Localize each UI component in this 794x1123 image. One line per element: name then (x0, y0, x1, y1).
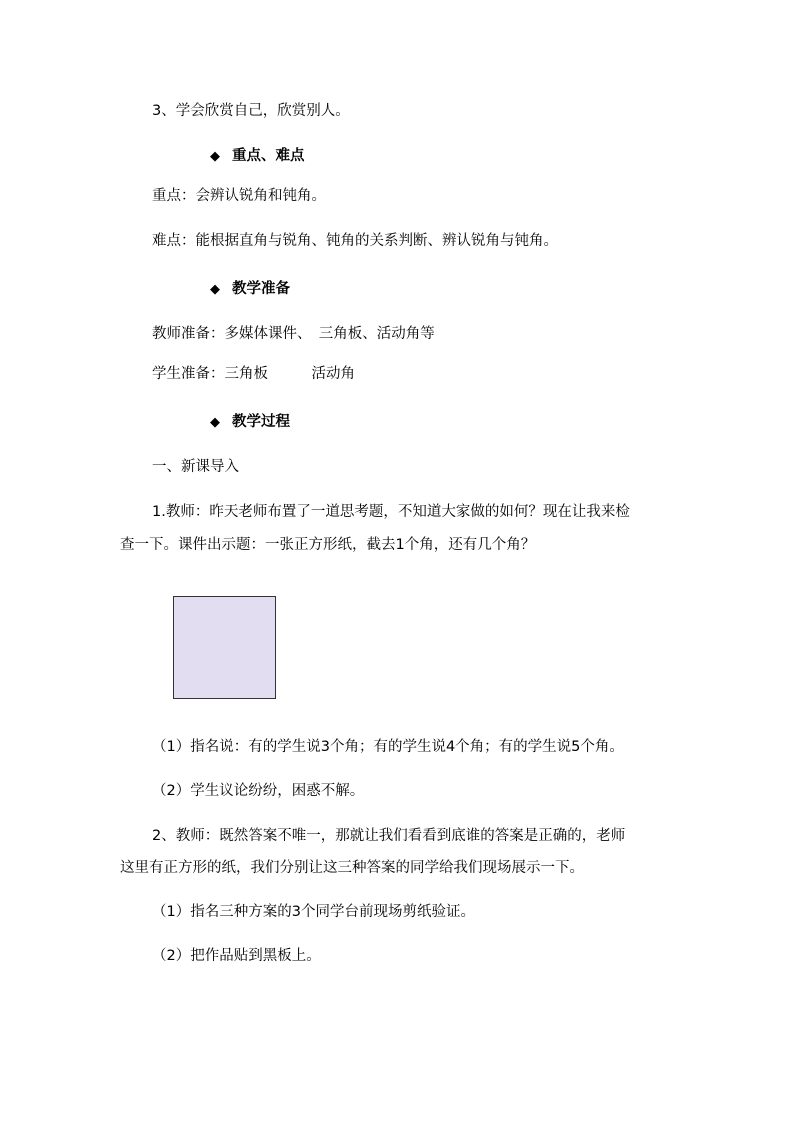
teacher-preparation: 教师准备：多媒体课件、 三角板、活动角等 (152, 326, 435, 342)
step-2-discussion: （2）学生议论纷纷，困惑不解。 (152, 783, 365, 799)
student-preparation: 学生准备：三角板 活动角 (152, 366, 355, 382)
section-heading-preparation (210, 279, 290, 300)
paragraph-2-line-1: 2、教师：既然答案不唯一，那就让我们看看到底谁的答案是正确的，老师 (152, 828, 626, 844)
section-heading-key-points (210, 146, 305, 167)
subsection-intro: 一、新课导入 (152, 459, 239, 475)
diamond-bullet-icon: ◆ (210, 415, 220, 430)
step-post: （2）把作品贴到黑板上。 (152, 948, 321, 964)
difficult-point: 难点：能根据直角与锐角、钝角的关系判断、辨认锐角与钝角。 (152, 233, 558, 249)
heading-text: 教学准备 (232, 280, 290, 297)
step-1-responses: （1）指名说：有的学生说3个角；有的学生说4个角；有的学生说5个角。 (152, 739, 624, 755)
step-verify: （1）指名三种方案的3个同学台前现场剪纸验证。 (152, 904, 475, 920)
paragraph-1-line-2: 查一下。课件出示题：一张正方形纸，截去1个角，还有几个角？ (120, 537, 536, 553)
square-paper-figure (173, 596, 276, 699)
heading-text: 教学过程 (232, 413, 290, 430)
heading-text: 重点、难点 (232, 147, 305, 164)
section-heading-process (210, 412, 290, 433)
paragraph-1-line-1: 1.教师：昨天老师布置了一道思考题，不知道大家做的如何？现在让我来检 (152, 504, 630, 520)
objective-3: 3、学会欣赏自己，欣赏别人。 (152, 103, 350, 119)
paragraph-2-line-2: 这里有正方形的纸，我们分别让这三种答案的同学给我们现场展示一下。 (120, 860, 584, 876)
key-point: 重点：会辨认锐角和钝角。 (152, 188, 326, 204)
diamond-bullet-icon: ◆ (210, 282, 220, 297)
diamond-bullet-icon: ◆ (210, 149, 220, 164)
